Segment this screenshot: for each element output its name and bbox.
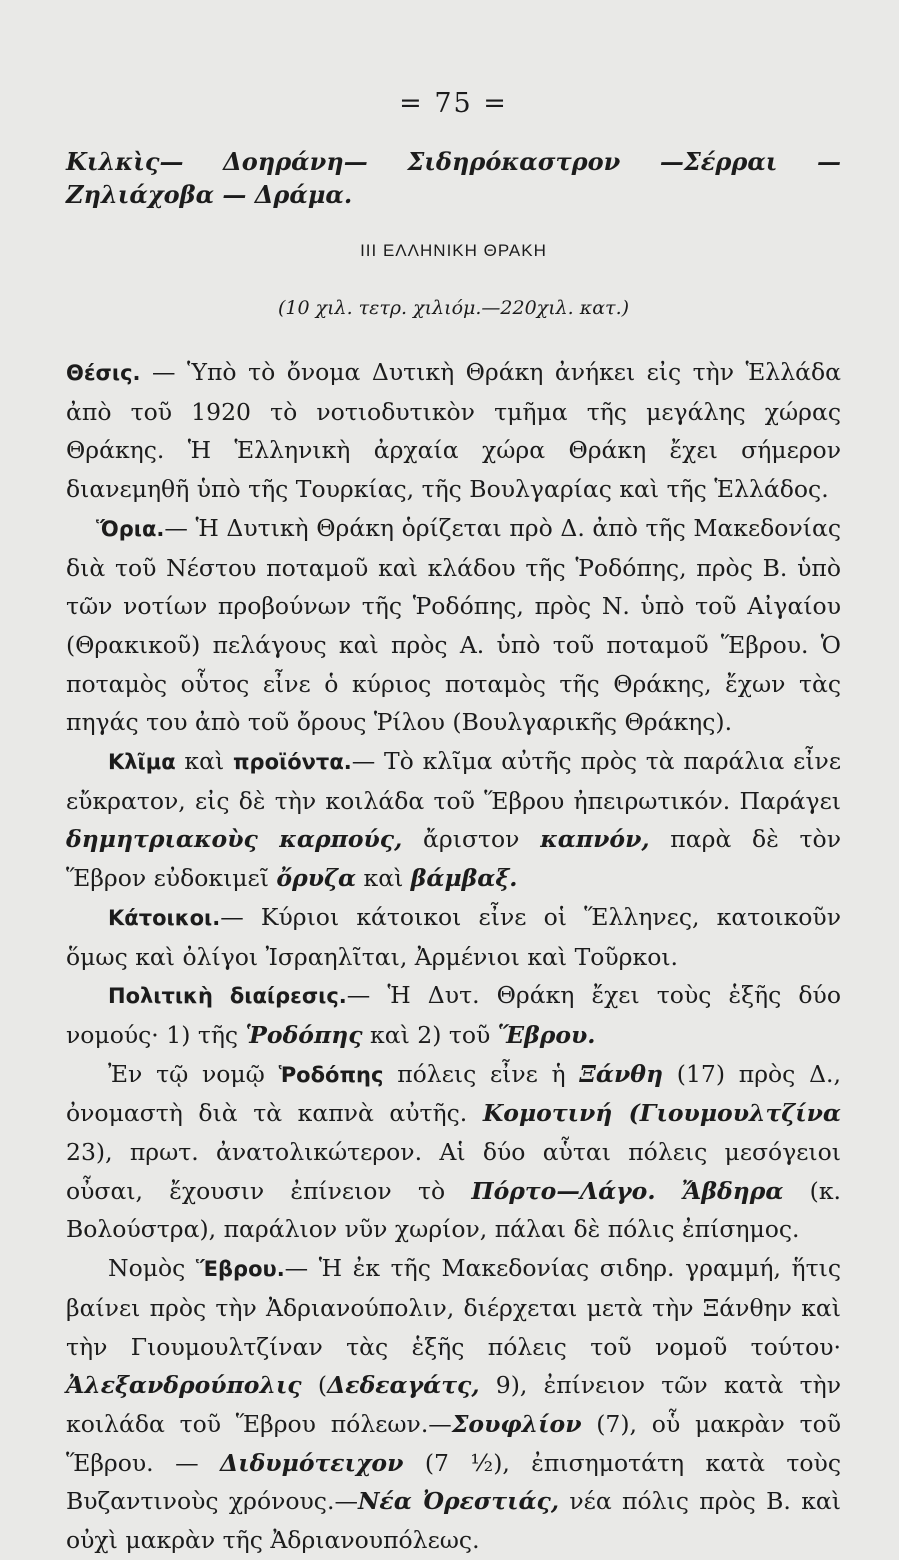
paragraph-oria [66,509,841,742]
emphasis-term: Πόρτο—Λάγο. [471,1176,656,1205]
paragraph-text: 23), πρωτ. ἀνατολικώτερον. Αἱ δύο αὗται πόλεις μεσόγειοι οὖσαι, ἔχουσιν ἐπίνειον τὸ [66,1138,841,1205]
emphasis-term: Ἄβδηρα [681,1176,784,1205]
paragraph-heading: Ῥοδόπης [278,1062,384,1087]
paragraph-text: καὶ [175,747,233,776]
emphasis-term: Ἕβρου. [497,1020,596,1049]
paragraph-klima [66,742,841,898]
emphasis-term: Δεδεαγάτς, [327,1371,480,1400]
paragraph-text: — Κύριοι κάτοικοι εἶνε οἱ Ἕλληνες, κατοικοῦν ὅμως καὶ ὀλίγοι Ἰσραηλῖται, Ἀρμένιοι καὶ Τοῦρκοι. [66,902,841,971]
section-title: III ΕΛΛΗΝΙΚΗ ΘΡΑΚΗ [360,241,547,260]
paragraph-text: παρὰ δὲ τὸν Ἕβρον εὐδοκιμεῖ [66,825,841,893]
paragraph-text: (7), οὗ μακρὰν τοῦ Ἕβρου. — [66,1409,842,1477]
paragraph-text: — Τὸ κλῖμα αὐτῆς πρὸς τὰ παράλια εἶνε εὔκρατον, εἰς δὲ τὴν κοιλάδα τοῦ Ἕβρου ἠπειρωτικόν. Παράγει [66,747,842,815]
emphasis-term: βάμβαξ. [410,864,518,893]
paragraph-text: 9), ἐπίνειον τῶν κατὰ τὴν κοιλάδα τοῦ Ἕβρου πόλεων.— [66,1371,842,1438]
paragraph-text: (κ. Βολούστρα), παράλιον νῦν χωρίον, πάλαι δὲ πόλις ἐπίσημος. [66,1176,841,1244]
paragraph-text: Ἐν τῷ νομῷ [108,1059,279,1088]
paragraph-heading: προϊόντα. [232,750,352,775]
paragraph-text: καὶ [356,864,411,893]
paragraph-text: ἄριστον [402,825,541,854]
paragraph-text: Νομὸς [108,1254,196,1283]
emphasis-term: Διδυμότειχον [220,1448,404,1477]
paragraph-text: πόλεις εἶνε ἡ [383,1059,580,1088]
paragraph-text: — Ἡ Δυτ. Θράκη ἔχει τοὺς ἑξῆς δύο νομούς· 1) τῆς [66,981,841,1049]
paragraph-text: (7 ½), ἐπισημοτάτη κατὰ τοὺς Βυζαντινοὺς χρόνους.— [66,1448,841,1516]
route-heading: Κιλκὶς— Δοηράνη— Σιδηρόκαστρον —Σέρραι —Ζηλιάχοβα — Δράμα. [66,147,841,209]
paragraph-heading: Θέσις. [66,361,141,385]
section-area-note: (10 χιλ. τετρ. χιλιόμ.—220χιλ. κατ.) [277,297,630,319]
paragraph-text: ( [301,1371,328,1400]
paragraph-heading: Κάτοικοι. [108,905,221,930]
paragraph-text: — Ὑπὸ τὸ ὄνομα Δυτικὴ Θράκη ἀνήκει εἰς τὴν Ἑλλάδα ἀπὸ τοῦ 1920 τὸ νοτιοδυτικὸν τμῆμα τῆς μεγάλης χώρας Θράκης. Ἡ Ἑλληνικὴ ἀρχαία χώρα Θράκη ἔχει σήμερον διανεμηθῆ ὑπὸ τῆς Τουρκίας, τῆς Βουλγαρίας καὶ τῆς Ἑλλάδος. [66,358,841,504]
paragraph-text: νέα πόλις πρὸς Β. καὶ οὐχὶ μακρὰν τῆς Ἀδριανουπόλεως. [66,1487,841,1555]
paragraph-text: — Ἡ ἐκ τῆς Μακεδονίας σιδηρ. γραμμή, ἥτις βαίνει πρὸς τὴν Ἀδριανούπολιν, διέρχεται μετὰ τὴν Ξάνθην καὶ τὴν Γιουμουλτζίναν τὰς ἑξῆς πόλεις τοῦ νομοῦ τούτου· [66,1254,841,1361]
emphasis-term: Ξάνθη [579,1059,664,1088]
page-number: = 75 = [399,88,508,119]
paragraph-evros [66,1249,841,1560]
paragraph-heading: Πολιτικὴ διαίρεσις. [108,984,347,1009]
emphasis-term: Κομοτινή (Γιουμουλτζίνα [482,1099,841,1128]
paragraph-katoikoi [66,898,841,976]
emphasis-term: καπνόν, [540,825,650,854]
paragraph-text [656,1177,682,1205]
paragraph-heading: Κλῖμα [108,750,176,775]
paragraph-text: καὶ 2) τοῦ [362,1020,498,1049]
emphasis-term: δημητριακοὺς καρπούς, [66,825,403,854]
paragraph-text: (17) πρὸς Δ., ὀνομαστὴ διὰ τὰ καπνὰ αὐτῆς. [66,1059,841,1128]
emphasis-term: Σουφλίον [451,1409,582,1438]
paragraph-text: — Ἡ Δυτικὴ Θράκη ὁρίζεται πρὸ Δ. ἀπὸ τῆς Μακεδονίας διὰ τοῦ Νέστου ποταμοῦ καὶ κλάδου τῆς Ῥοδόπης, πρὸς Β. ὑπὸ τῶν νοτίων προβούνων τῆς Ῥοδόπης, πρὸς Ν. ὑπὸ τοῦ Αἰγαίου (Θρακικοῦ) πελάγους καὶ πρὸς Α. ὑπὸ τοῦ ποταμοῦ Ἕβρου. Ὁ ποταμὸς οὗτος εἶνε ὁ κύριος ποταμὸς τῆς Θράκης, ἔχων τὰς πηγάς του ἀπὸ τοῦ ὄρους Ῥίλου (Βουλγαρικῆς Θράκης). [66,513,841,737]
paragraph-theseis [66,353,841,509]
paragraph-heading: Ἕβρου. [195,1257,285,1282]
paragraph-rodopi [66,1055,841,1250]
emphasis-term: Νέα Ὀρεστιάς, [357,1487,560,1516]
paragraph-dioikisi [66,976,841,1054]
emphasis-term: Ἀλεξανδρούπολις [66,1371,302,1400]
emphasis-term: ὄρυζα [276,864,357,893]
emphasis-term: Ῥοδόπης [245,1020,363,1049]
paragraph-heading: Ὅρια. [96,516,165,541]
